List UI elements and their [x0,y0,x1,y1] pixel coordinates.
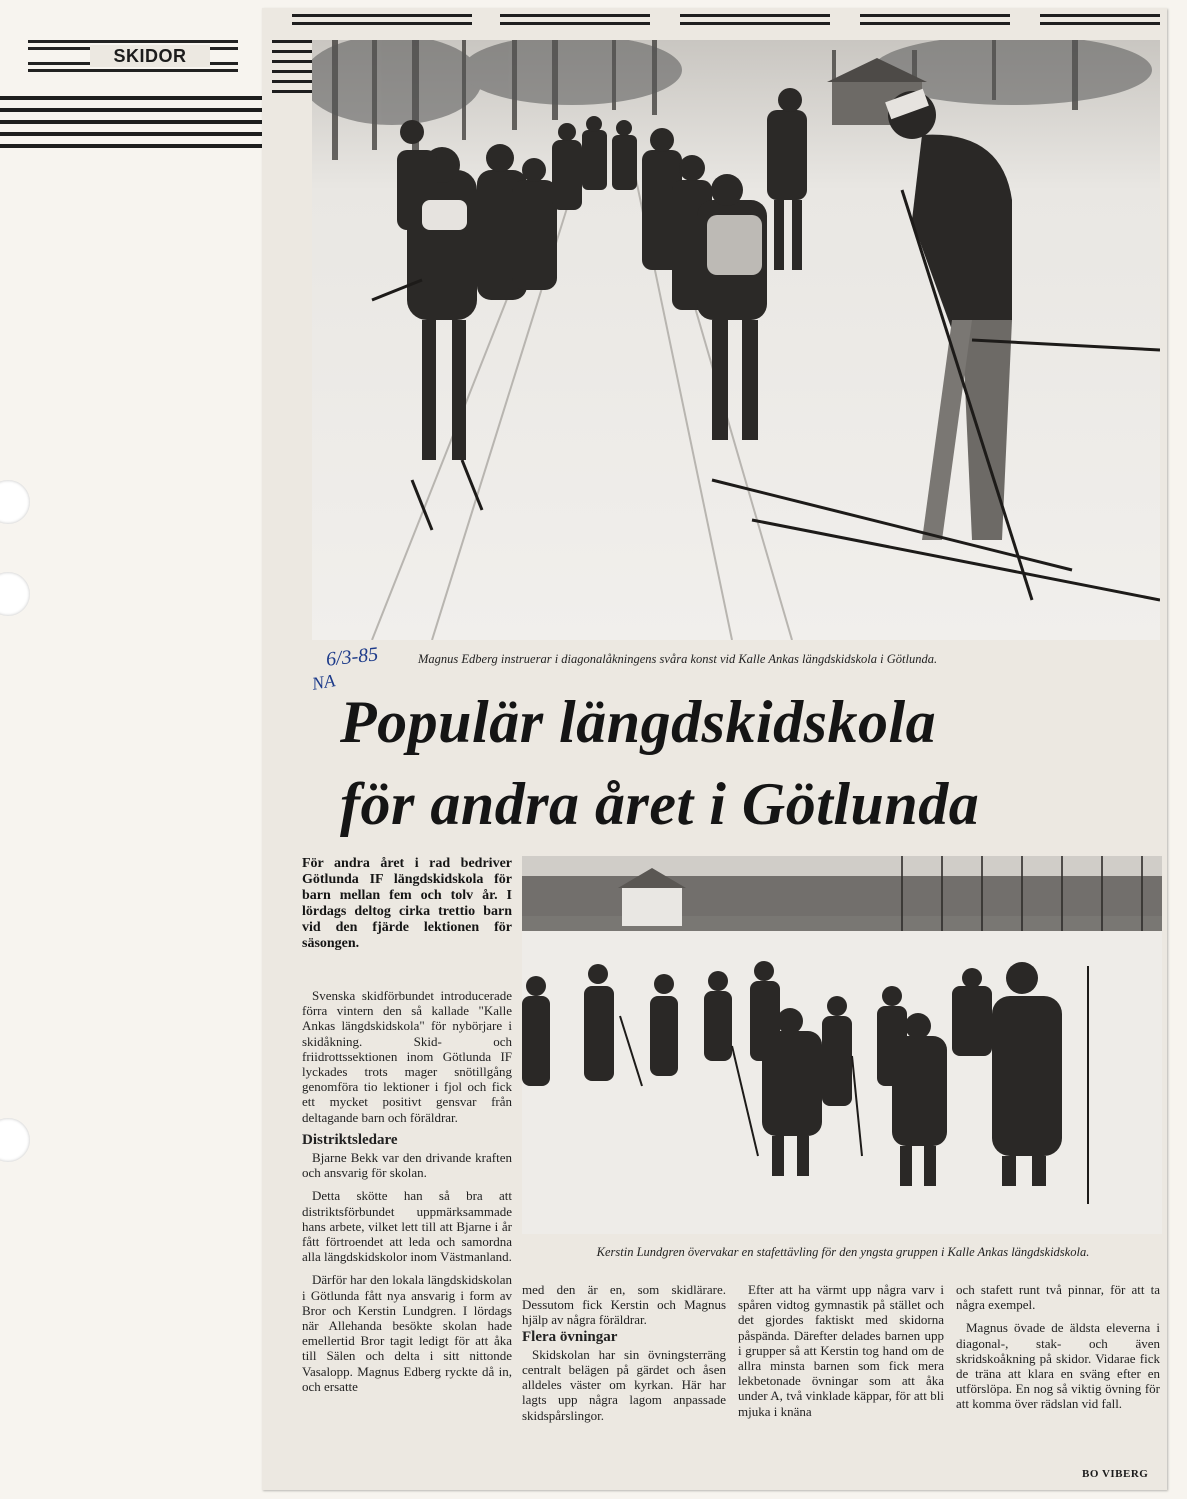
column-1 [302,988,512,1402]
top-rules [860,14,1010,25]
photo-bottom-image [522,856,1162,1234]
top-rules [500,14,650,25]
column-1-paragraph-3: Detta skötte han så bra att distriktsförbundet uppmärksammade hans arbete, vilket lett till att Bjarne i år fått förtroendet att leda och samordna alla längdskidskolor inom Västmanland. [302,1188,512,1265]
photo-top-caption: Magnus Edberg instruerar i diagonalåkningens svåra konst vid Kalle Ankas längdskidskola i Götlunda. [418,652,938,666]
lead-paragraph: För andra året i rad bedriver Götlunda IF längdskidskola för barn mellan fem och tolv år. I lördags deltog cirka trettio barn vid den fjärde lektionen för säsongen. [302,856,512,951]
column-3 [738,1282,944,1427]
section-tag-label: SKIDOR [90,45,210,67]
column-1-paragraph-2: Bjarne Bekk var den drivande kraften och ansvarig för skolan. [302,1150,512,1181]
photo-top-image [312,40,1160,640]
byline: BO VIBERG [1082,1468,1149,1480]
top-rules [292,14,472,25]
left-rules [272,40,312,93]
column-2-paragraph-1: med den är en, som skidlärare. Dessutom fick Kerstin och Magnus hjälp av några föräldrar. [522,1282,726,1328]
top-rules [1040,14,1160,25]
column-1-paragraph-1: Svenska skidförbundet introducerade förra vintern den så kallade "Kalle Ankas längdskidskola" för nybörjare i skidåkning. Skid- och friidrottssektionen inom Götlunda IF lyckades trots mager snötillgång genomföra tio lektioner i fjol och fick ett mycket positivt gensvar från deltagande barn och föräldrar. [302,988,512,1125]
subhead-flera-ovningar: Flera övningar [522,1328,618,1345]
headline-line-1: Populär längdskidskola [340,689,937,755]
column-1-paragraph-4: Därför har den lokala längdskidskolan i Götlunda fått nya ansvarig i form av Bror och Kerstin Lundgren. I lördags när Allehanda besökte skolan hade emellertid Bror tagit ledigt för att åka till Sälen och delta i sitt nittonde Vasalopp. Magnus Edberg ryckte då in, och ersatte [302,1272,512,1394]
column-2 [522,1282,726,1431]
column-4-paragraph-1: och stafett runt två pinnar, för att ta några exempel. [956,1282,1160,1313]
column-3-paragraph-1: Efter att ha värmt upp några varv i spåren vidtog gymnastik på stället och det gjordes faktiskt med skidorna påspända. Därefter delades barnen upp i grupper så att Kerstin tog hand om de allra minsta barnen som fick mera lekbetonade övningar som att åka under A, två vinklade käppar, för att bli mjuka i knäna [738,1282,944,1419]
column-4 [956,1282,1160,1420]
handwritten-source: NA [310,670,337,694]
headline-line-2: för andra året i Götlunda [340,771,980,837]
photo-bottom-caption: Kerstin Lundgren övervakar en stafettävling för den yngsta gruppen i Kalle Ankas längdskidskola. [596,1245,1090,1259]
column-2-paragraph-2: Skidskolan har sin övningsterräng centralt belägen på gärdet och åsen alldeles väster om kyrkan. Här har lagts upp några lagom anpassade skidspårslingor. [522,1346,726,1423]
handwritten-date: 6/3-85 [324,643,380,671]
photo-bottom [522,856,1162,1234]
column-4-paragraph-2: Magnus övade de äldsta eleverna i diagonal-, stak- och även skridskoåkning på skidor. Vidarae fick de träna att klara en sväng efter en utförslöpa. En nog så viktig övning för att komma över rädslan vid fall. [956,1320,1160,1412]
subhead-distriktsledare: Distriktsledare [302,1131,398,1148]
decorative-rules [0,96,300,148]
top-rules [680,14,830,25]
section-tag [28,38,238,72]
photo-top [312,40,1160,640]
